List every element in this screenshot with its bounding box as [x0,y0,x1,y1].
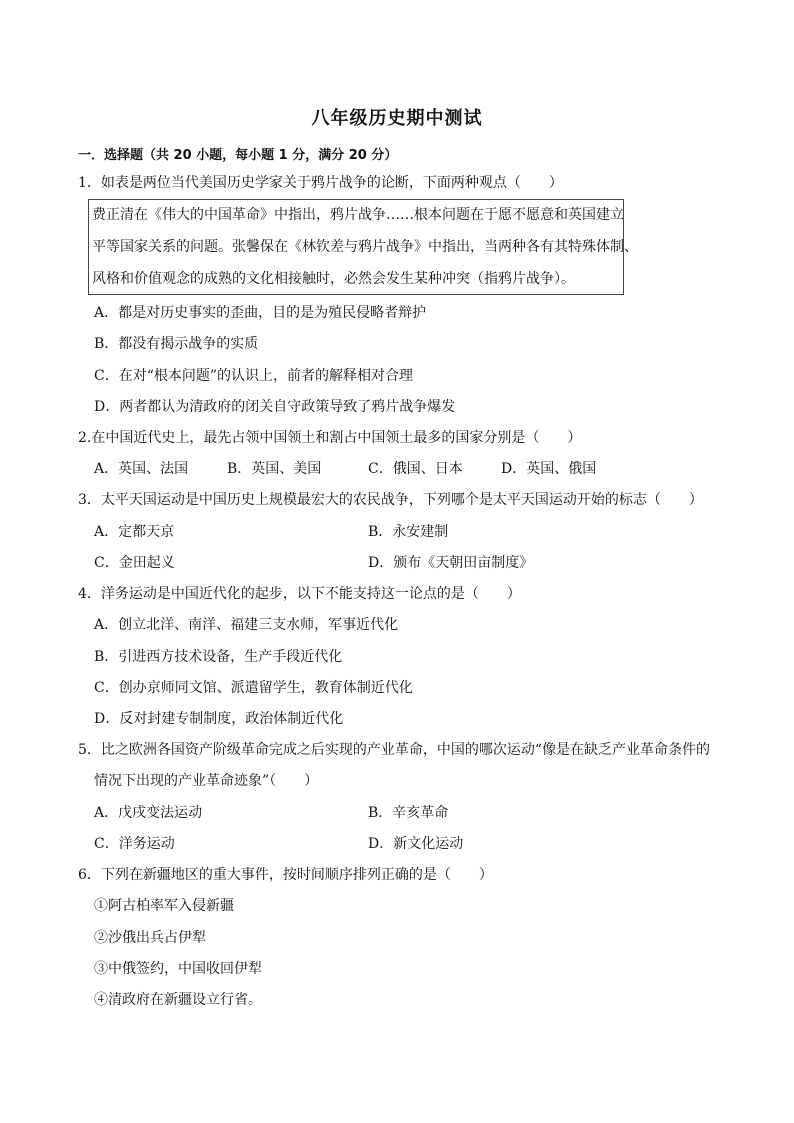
question-6-item-2: ②沙俄出兵占伊犁 [94,930,206,946]
section-heading: 一．选择题（共 20 小题，每小题 1 分，满分 20 分） [78,148,398,163]
question-5-stem-line-2: 情况下出现的产业革命迹象”（ ） [94,773,319,789]
question-1-option-a: A．都是对历史事实的歪曲，目的是为殖民侵略者辩护 [94,305,427,321]
question-5-option-d: D．新文化运动 [368,836,464,852]
question-3-option-d: D．颁布《天朝田亩制度》 [368,555,534,571]
quote-line: 风格和价值观念的成熟的文化相接触时，必然会发生某种冲突（指鸦片战争）。 [92,271,575,287]
question-4-option-c: C．创办京师同文馆、派遣留学生，教育体制近代化 [94,680,413,696]
question-1-option-b: B．都没有揭示战争的实质 [94,336,259,352]
quote-line: 平等国家关系的问题。张馨保在《林钦差与鸦片战争》中指出，当两种各有其特殊体制、 [92,239,638,255]
question-5-option-b: B．辛亥革命 [368,805,449,821]
question-3-option-a: A．定都天京 [94,524,175,540]
question-6-stem: 6．下列在新疆地区的重大事件，按时间顺序排列正确的是（ ） [78,867,493,883]
question-5-option-a: A．戊戌变法运动 [94,805,203,821]
question-2-option-c: C．俄国、日本 [368,461,463,477]
quote-line: 费正清在《伟大的中国革命》中指出，鸦片战争……根本问题在于愿不愿意和英国建立 [92,207,624,223]
question-4-option-d: D．反对封建专制制度，政治体制近代化 [94,711,344,727]
page-title: 八年级历史期中测试 [311,108,483,129]
question-3-option-b: B．永安建制 [368,524,449,540]
question-4-option-b: B．引进西方技术设备，生产手段近代化 [94,649,343,665]
question-6-item-3: ③中俄签约，中国收回伊犁 [94,961,262,977]
question-2-option-b: B．英国、美国 [227,461,322,477]
question-2-option-a: A．英国、法国 [94,461,189,477]
question-1-option-d: D．两者都认为清政府的闭关自守政策导致了鸦片战争爆发 [94,399,456,415]
question-5-option-c: C．洋务运动 [94,836,175,852]
question-6-item-1: ①阿古柏率军入侵新疆 [94,898,234,914]
question-4-option-a: A．创立北洋、南洋、福建三支水师，军事近代化 [94,617,399,633]
question-1-option-c: C．在对“根本问题”的认识上，前者的解释相对合理 [94,368,414,384]
question-6-item-4: ④清政府在新疆设立行省。 [94,992,262,1008]
question-4-stem: 4．洋务运动是中国近代化的起步，以下不能支持这一论点的是（ ） [78,586,521,602]
question-2-option-d: D．英国、俄国 [501,461,597,477]
question-3-option-c: C．金田起义 [94,555,175,571]
question-1-stem: 1．如表是两位当代美国历史学家关于鸦片战争的论断，下面两种观点（ ） [78,175,563,191]
question-3-stem: 3．太平天国运动是中国历史上规模最宏大的农民战争，下列哪个是太平天国运动开始的标志（ ） [78,492,703,508]
question-2-stem: 2.在中国近代史上，最先占领中国领土和割占中国领土最多的国家分别是（ ） [78,430,582,446]
question-5-stem-line-1: 5．比之欧洲各国资产阶级革命完成之后实现的产业革命，中国的哪次运动“像是在缺乏产业革命条件的 [78,742,711,758]
question-1-quote-box [88,199,638,295]
